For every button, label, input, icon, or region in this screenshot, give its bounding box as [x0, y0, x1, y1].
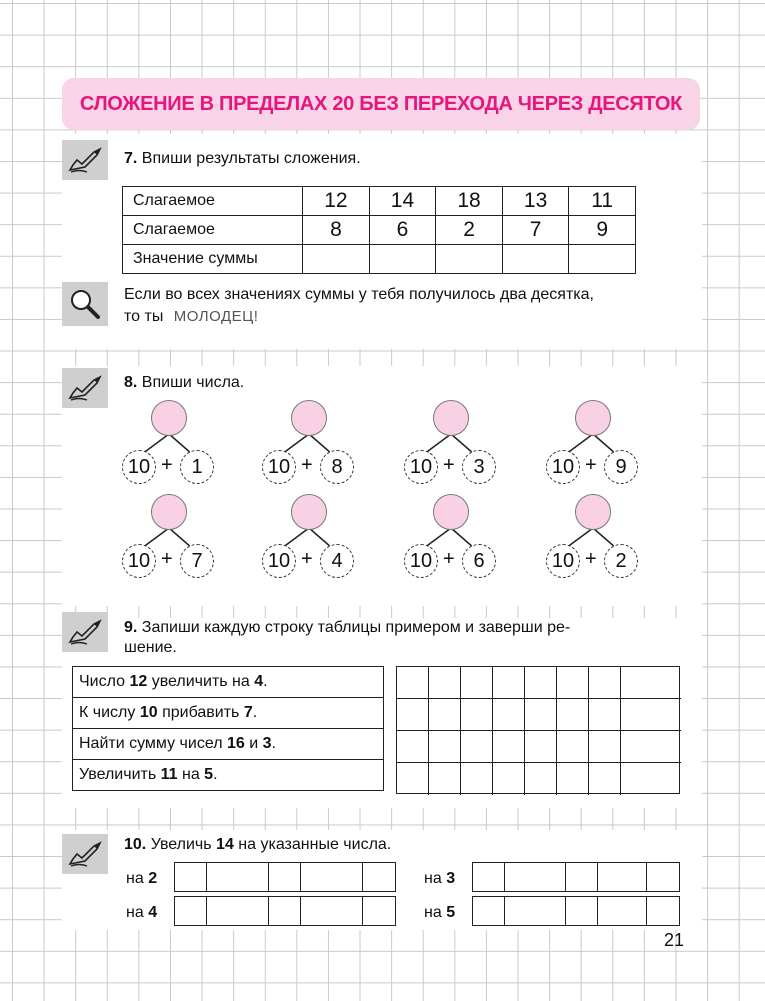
ex10-text-end: на указанные числа. [233, 836, 392, 853]
grid-cell[interactable] [429, 667, 461, 699]
answer-cell[interactable] [436, 245, 503, 274]
addend-circle [546, 544, 580, 578]
grid-cell[interactable] [429, 731, 461, 763]
plus-sign: + [585, 548, 597, 570]
plus-sign: + [161, 454, 173, 476]
grid-cell[interactable] [429, 699, 461, 731]
answer-circle[interactable] [575, 494, 611, 530]
addend-a: 10 [551, 455, 575, 478]
task-cell: Увеличить 11 на 5. [73, 760, 384, 791]
page-title: СЛОЖЕНИЕ В ПРЕДЕЛАХ 20 БЕЗ ПЕРЕХОДА ЧЕРЕЗ ДЕСЯТОК [79, 92, 683, 115]
answer-circle[interactable] [433, 494, 469, 530]
addend-b: 9 [615, 455, 627, 478]
task-cell: Найти сумму чисел 16 и 3. [73, 729, 384, 760]
grid-cell[interactable] [397, 667, 429, 699]
ex7-text: Впиши результаты сложения. [141, 150, 361, 167]
cell-value: 2 [436, 216, 503, 245]
grid-cell[interactable] [397, 763, 429, 795]
pencil-hand-icon [62, 140, 108, 180]
ex10-number: 10. [124, 836, 147, 853]
number-tree [546, 494, 646, 584]
cell-value: 8 [303, 216, 370, 245]
ex10-label: на 3 [424, 870, 456, 887]
answer-cell[interactable] [303, 245, 370, 274]
plus-sign: + [301, 454, 313, 476]
grid-cell[interactable] [461, 699, 493, 731]
addend-a: 10 [267, 549, 291, 572]
table-row [73, 698, 384, 729]
table-row [73, 760, 384, 791]
task-cell: Число 12 увеличить на 4. [73, 667, 384, 698]
addend-circle [604, 544, 638, 578]
plus-sign: + [585, 454, 597, 476]
row-label: Значение суммы [123, 245, 303, 274]
ex10-label: на 2 [126, 870, 158, 887]
grid-cell[interactable] [525, 763, 557, 795]
answer-cell[interactable] [502, 245, 569, 274]
addend-circle [180, 544, 214, 578]
grid-cell[interactable] [493, 667, 525, 699]
addend-b: 3 [473, 455, 485, 478]
grid-cell[interactable] [557, 763, 589, 795]
number-tree [262, 494, 362, 584]
addend-circle [404, 544, 438, 578]
table-row [123, 216, 636, 245]
grid-cell[interactable] [621, 699, 681, 731]
ex10-answer-row[interactable] [472, 896, 680, 926]
addend-circle [546, 450, 580, 484]
ex9-heading [124, 618, 704, 658]
addend-a: 10 [551, 549, 575, 572]
cell-value: 7 [502, 216, 569, 245]
answer-grid[interactable] [396, 666, 680, 794]
addend-b: 8 [331, 455, 343, 478]
grid-cell[interactable] [493, 731, 525, 763]
addend-circle [262, 450, 296, 484]
grid-cell[interactable] [397, 731, 429, 763]
row-label: Слагаемое [123, 187, 303, 216]
number-tree [404, 400, 504, 490]
grid-cell[interactable] [397, 699, 429, 731]
title-banner [62, 78, 700, 130]
addend-circle [180, 450, 214, 484]
addend-a: 10 [409, 455, 433, 478]
cell-value: 13 [502, 187, 569, 216]
addend-circle [122, 544, 156, 578]
answer-circle[interactable] [433, 400, 469, 436]
cell-value: 12 [303, 187, 370, 216]
hint-line2: то ты [124, 308, 164, 325]
number-tree [122, 400, 222, 490]
ex7-number: 7. [124, 150, 138, 167]
pencil-hand-icon [62, 612, 108, 652]
answer-circle[interactable] [575, 400, 611, 436]
grid-cell[interactable] [589, 699, 621, 731]
table-row [73, 729, 384, 760]
addend-circle [122, 450, 156, 484]
molodec-logo: МОЛОДЕЦ! [173, 308, 259, 325]
addend-a: 10 [409, 549, 433, 572]
answer-circle[interactable] [291, 400, 327, 436]
plus-sign: + [161, 548, 173, 570]
grid-cell[interactable] [493, 699, 525, 731]
answer-circle[interactable] [291, 494, 327, 530]
ex8-heading [124, 374, 244, 392]
grid-cell[interactable] [621, 667, 681, 699]
addend-a: 10 [267, 455, 291, 478]
grid-cell[interactable] [557, 667, 589, 699]
ex8-text: Впиши числа. [141, 374, 245, 391]
ex10-answer-row[interactable] [174, 862, 396, 892]
number-tree [404, 494, 504, 584]
plus-sign: + [443, 548, 455, 570]
number-tree [262, 400, 362, 490]
ex10-answer-row[interactable] [174, 896, 396, 926]
ex10-text: Увеличь [150, 836, 217, 853]
addend-circle [320, 450, 354, 484]
grid-cell[interactable] [429, 763, 461, 795]
sum-table [122, 186, 636, 274]
ex9-number: 9. [124, 619, 138, 636]
grid-cell[interactable] [461, 667, 493, 699]
ex9-line2: шение. [124, 639, 177, 656]
cell-value: 9 [569, 216, 636, 245]
addend-circle [404, 450, 438, 484]
cell-value: 6 [369, 216, 436, 245]
addend-b: 4 [331, 549, 343, 572]
addend-b: 1 [191, 455, 203, 478]
ex10-heading [124, 836, 391, 854]
grid-cell[interactable] [589, 763, 621, 795]
grid-cell[interactable] [525, 731, 557, 763]
grid-cell[interactable] [557, 699, 589, 731]
pencil-hand-icon [62, 834, 108, 874]
addend-circle [320, 544, 354, 578]
ex10-label: на 4 [126, 904, 158, 921]
answer-cell[interactable] [569, 245, 636, 274]
plus-sign: + [301, 548, 313, 570]
answer-circle[interactable] [151, 400, 187, 436]
addend-circle [262, 544, 296, 578]
grid-cell[interactable] [557, 731, 589, 763]
grid-cell[interactable] [461, 731, 493, 763]
tasks-table [72, 666, 384, 791]
addend-circle [462, 450, 496, 484]
addend-circle [604, 450, 638, 484]
hint-line1: Если во всех значениях суммы у тебя получилось два десятка, [124, 286, 594, 303]
ex8-number: 8. [124, 374, 138, 391]
answer-cell[interactable] [369, 245, 436, 274]
cell-value: 18 [436, 187, 503, 216]
addend-b: 7 [191, 549, 203, 572]
grid-cell[interactable] [621, 763, 681, 795]
addend-b: 2 [615, 549, 627, 572]
addend-b: 6 [473, 549, 485, 572]
table-row [123, 187, 636, 216]
ex10-answer-row[interactable] [472, 862, 680, 892]
page-number: 21 [664, 930, 685, 950]
grid-cell[interactable] [525, 667, 557, 699]
grid-cell[interactable] [493, 763, 525, 795]
magnifier-icon [62, 282, 108, 326]
table-row [123, 245, 636, 274]
cell-value: 14 [369, 187, 436, 216]
ex9-line1: Запиши каждую строку таблицы примером и заверши ре- [141, 619, 571, 636]
plus-sign: + [443, 454, 455, 476]
row-label: Слагаемое [123, 216, 303, 245]
ex10-value: 14 [216, 836, 234, 853]
ex10-label: на 5 [424, 904, 456, 921]
ex7-heading [124, 150, 361, 168]
addend-a: 10 [127, 549, 151, 572]
grid-cell[interactable] [461, 763, 493, 795]
addend-circle [462, 544, 496, 578]
table-row [73, 667, 384, 698]
number-tree [122, 494, 222, 584]
grid-cell[interactable] [589, 731, 621, 763]
grid-cell[interactable] [525, 699, 557, 731]
number-tree [546, 400, 646, 490]
grid-cell[interactable] [621, 731, 681, 763]
task-cell: К числу 10 прибавить 7. [73, 698, 384, 729]
grid-cell[interactable] [589, 667, 621, 699]
pencil-hand-icon [62, 368, 108, 408]
hint-text [124, 284, 704, 328]
addend-a: 10 [127, 455, 151, 478]
answer-circle[interactable] [151, 494, 187, 530]
cell-value: 11 [569, 187, 636, 216]
